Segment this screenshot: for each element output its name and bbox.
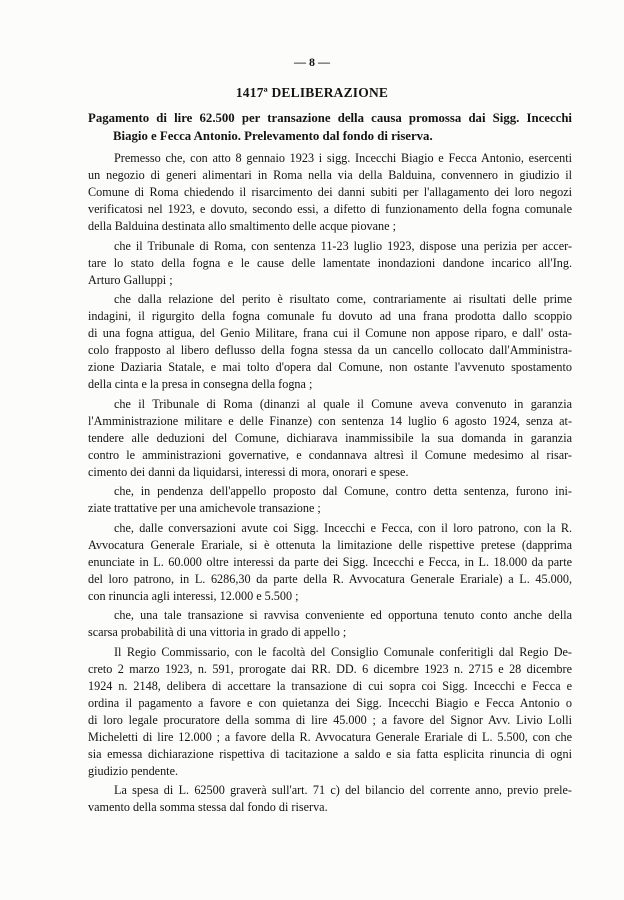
text-line: contro le amministrazioni governative, e condannava altresì il Comune medesimo al risar- bbox=[88, 447, 572, 462]
paragraph bbox=[88, 644, 572, 780]
paragraph bbox=[88, 607, 572, 641]
text-line: della Balduina destinata allo smaltimento delle acque piovane ; bbox=[88, 219, 396, 233]
text-line: Avvocatura Generale Erariale, si è ottenuta la limitazione delle rispettive pretese (dapprima bbox=[88, 537, 572, 552]
text-line: Micheletti di lire 12.000 ; a favore della R. Avvocatura Generale Erariale di L. 5.500, con che bbox=[88, 729, 572, 744]
text-line: 1924 n. 2148, delibera di accettare la transazione di cui sopra coi Sigg. Incecchi e Fecca e bbox=[88, 678, 572, 693]
text-line: l'Amministrazione militare e delle Finanze) con sentenza 14 luglio 6 agosto 1924, senza at- bbox=[88, 413, 572, 428]
paragraph bbox=[88, 483, 572, 517]
text-line: vamento della somma stessa dal fondo di riserva. bbox=[88, 800, 328, 814]
text-line: che, dalle conversazioni avute coi Sigg. Incecchi e Fecca, con il loro patrono, con la R. bbox=[114, 520, 572, 535]
text-line: ordina il pagamento a favore e con quietanza dei Sigg. Incecchi Biagio e Fecca Antonio o bbox=[88, 695, 572, 710]
subject-line: Biagio e Fecca Antonio. Prelevamento dal fondo di riserva. bbox=[113, 129, 433, 143]
text-line: ziate trattative per una amichevole transazione ; bbox=[88, 501, 321, 515]
text-line: scarsa probabilità di una vittoria in grado di appello ; bbox=[88, 625, 347, 639]
subject-line: Pagamento di lire 62.500 per transazione della causa promossa dai Sigg. Incecchi bbox=[88, 111, 572, 125]
text-line: con rinuncia agli interessi, 12.000 e 5.500 ; bbox=[88, 588, 299, 603]
text-line: creto 2 marzo 1923, n. 591, prorogate dai RR. DD. 6 dicembre 1923 n. 2715 e 28 dicembre bbox=[88, 661, 572, 676]
text-line: che il Tribunale di Roma, con sentenza 11-23 luglio 1923, dispose una perizia per accer- bbox=[114, 238, 572, 253]
paragraph bbox=[88, 782, 572, 816]
deliberation-body bbox=[88, 150, 572, 816]
text-line: Il Regio Commissario, con le facoltà del Consiglio Comunale conferitigli dal Regio De- bbox=[114, 644, 572, 659]
text-line: Arturo Galluppi ; bbox=[88, 272, 173, 287]
text-line: zione Daziaria Statale, e mai tolto d'opera dal Comune, non ostante l'avvenuto spostamento bbox=[88, 360, 572, 374]
text-line: che, in pendenza dell'appello proposto dal Comune, contro detta sentenza, furono ini- bbox=[114, 484, 572, 498]
deliberation-title: 1417ª DELIBERAZIONE bbox=[235, 85, 389, 100]
text-line: giudizio pendente. bbox=[88, 763, 179, 778]
text-line: di loro legale procuratore della somma di lire 45.000 ; a favore del Signor Avv. Livio Lolli bbox=[88, 712, 572, 727]
text-line: sia emessa dichiarazione rispettiva di tacitazione a saldo e sia fatta esplicita rinuncia di ogni bbox=[88, 746, 572, 761]
text-line: che il Tribunale di Roma (dinanzi al quale il Comune aveva convenuto in garanzia bbox=[114, 396, 572, 411]
text-line: colo frapposto al libero deflusso della fogna stessa da un cancello collocato dall'Amministra- bbox=[88, 343, 572, 357]
text-line: del loro patrono, in L. 6286,30 da parte della R. Avvocatura Generale Erariale) a L. 45.000, bbox=[88, 571, 572, 586]
text-line: un negozio di generi alimentari in Roma nella via della Balduina, convennero in giudizio il bbox=[88, 168, 572, 182]
page-number: — 8 — bbox=[294, 55, 330, 69]
text-line: cimento dei danni da liquidarsi, interessi di mora, onorari e spese. bbox=[88, 464, 409, 479]
text-line: della cinta e la presa in consegna della fogna ; bbox=[88, 377, 313, 391]
text-line: Comune di Roma chiedendo il risarcimento dei danni subiti per l'allagamento dei loro negozi bbox=[88, 185, 572, 199]
text-line: indagini, il rigurgito della fogna comunale fu dovuto ad una frana prodotta dallo scoppio bbox=[88, 309, 572, 323]
paragraph bbox=[88, 291, 572, 393]
paragraph bbox=[88, 150, 572, 235]
text-line: verificatosi nel 1923, e dovuto, secondo essi, a difetto di funzionamento della fogna comunale bbox=[88, 202, 572, 216]
text-line: Premesso che, con atto 8 gennaio 1923 i sigg. Incecchi Biagio e Fecca Antonio, esercenti bbox=[114, 151, 572, 165]
paragraph bbox=[88, 520, 572, 605]
paragraph bbox=[88, 396, 572, 481]
text-line: tendere alle deduzioni del Comune, dichiarava inammissibile la sua domanda in garanzia bbox=[88, 430, 572, 445]
text-line: di una fogna attigua, del Genio Militare, frana cui il Comune non appose riparo, e dall' osta- bbox=[88, 326, 572, 340]
text-line: La spesa di L. 62500 graverà sull'art. 71 c) del bilancio del corrente anno, previo prele- bbox=[114, 783, 572, 797]
deliberation-subject bbox=[88, 109, 572, 145]
text-line: che, una tale transazione si ravvisa conveniente ed opportuna tenuto conto anche della bbox=[114, 608, 572, 622]
text-line: enunciate in L. 60.000 oltre interessi da parte dei Sigg. Incecchi e Fecca, in L. 18.000 da parte bbox=[88, 554, 572, 569]
text-line: che dalla relazione del perito è risultato come, contrariamente ai risultati delle prime bbox=[114, 292, 572, 306]
text-line: tare lo stato della fogna e le cause delle lamentate inondazioni dandone incarico all'Ing. bbox=[88, 255, 572, 270]
paragraph bbox=[88, 238, 572, 289]
